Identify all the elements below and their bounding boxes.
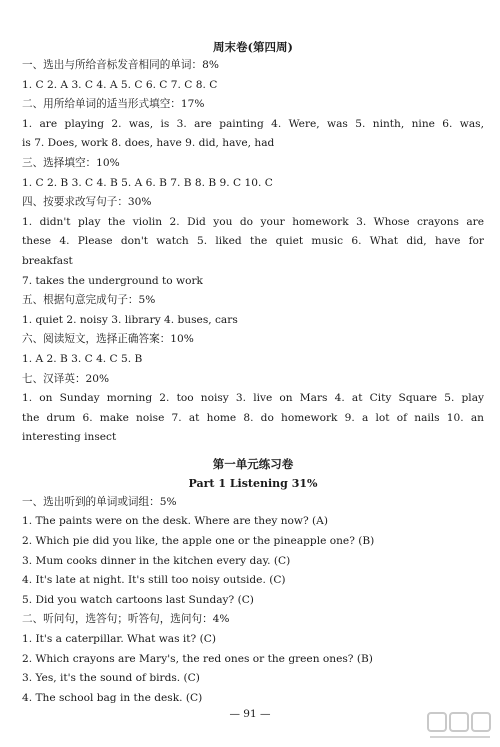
answer-line: 1. on Sunday morning 2. too noisy 3. live on Mars 4. at City Square 5. play: [22, 392, 484, 405]
section-heading: 七、汉译英：20%: [22, 372, 110, 385]
section-heading: 一、选出听到的单词或词组：5%: [22, 495, 177, 508]
answer-line: 3. Mum cooks dinner in the kitchen every day. (C): [22, 554, 291, 567]
answer-line: 1. It's a caterpillar. What was it? (C): [22, 633, 216, 646]
part-heading: Part 1 Listening 31%: [188, 476, 318, 490]
answer-line: 4. It's late at night. It's still too noisy outside. (C): [22, 574, 286, 587]
answer-line: 7. takes the underground to work: [22, 274, 203, 287]
answer-line: 1. are playing 2. was, is 3. are painting 4. Were, was 5. ninth, nine 6. was,: [22, 117, 484, 130]
section-heading: 二、用所给单词的适当形式填空：17%: [22, 98, 205, 111]
section-heading: 四、按要求改写句子：30%: [22, 196, 152, 209]
answer-line: 2. Which crayons are Mary's, the red ones or the green ones? (B): [22, 652, 373, 665]
weekend-quiz-title: 周末卷(第四周): [213, 40, 293, 54]
answer-page: [22, 0, 484, 708]
section-heading: 六、阅读短文，选择正确答案：10%: [22, 333, 194, 346]
answer-line: 1. didn't play the violin 2. Did you do your homework 3. Whose crayons are: [22, 215, 484, 228]
answer-line: 1. C 2. B 3. C 4. B 5. A 6. B 7. B 8. B 9. C 10. C: [22, 176, 273, 189]
answer-line: the drum 6. make noise 7. at home 8. do homework 9. a lot of nails 10. an: [22, 411, 484, 424]
answer-line: 1. C 2. A 3. C 4. A 5. C 6. C 7. C 8. C: [22, 78, 218, 91]
answer-line: is 7. Does, work 8. does, have 9. did, have, had: [22, 137, 275, 150]
section-heading: 二、听问句，选答句；听答句，选问句：4%: [22, 613, 230, 626]
answer-line: breakfast: [22, 254, 73, 267]
answer-line: 2. Which pie did you like, the apple one or the pineapple one? (B): [22, 535, 375, 548]
section-heading: 一、选出与所给音标发音相同的单词：8%: [22, 59, 219, 71]
answer-line: 4. The school bag in the desk. (C): [22, 691, 203, 704]
answer-line: interesting insect: [22, 431, 117, 444]
answer-line: 1. The paints were on the desk. Where are they now? (A): [22, 515, 328, 528]
section-heading: 三、选择填空：10%: [22, 156, 120, 169]
answer-line: 5. Did you watch cartoons last Sunday? (C): [22, 593, 254, 606]
weekend-quiz-answers: [22, 56, 484, 448]
answer-site-watermark-icon: [426, 709, 494, 743]
answer-line: 1. A 2. B 3. C 4. C 5. B: [22, 352, 143, 365]
unit-practice-answers: [22, 493, 484, 709]
answer-line: 1. quiet 2. noisy 3. library 4. buses, cars: [22, 313, 238, 326]
answer-line: these 4. Please don't watch 5. liked the quiet music 6. What did, have for: [22, 235, 484, 248]
page-number: — 91 —: [229, 708, 271, 720]
unit-practice-title: 第一单元练习卷: [212, 456, 294, 471]
section-heading: 五、根据句意完成句子：5%: [22, 294, 156, 307]
answer-line: 3. Yes, it's the sound of birds. (C): [22, 672, 200, 685]
